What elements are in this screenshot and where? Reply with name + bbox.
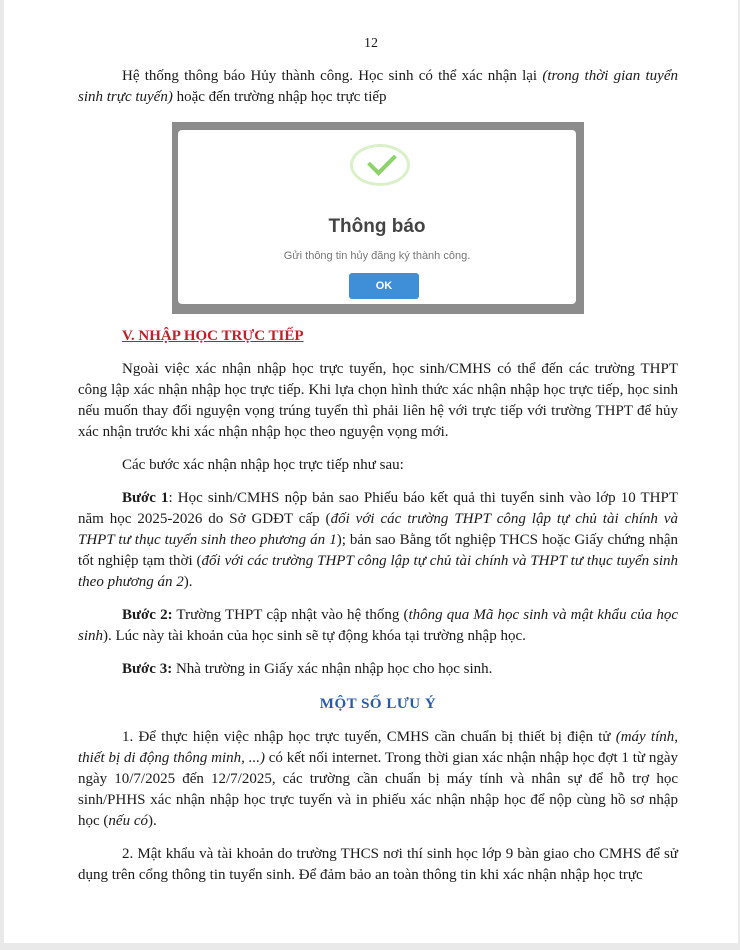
note-1: 1. Để thực hiện việc nhập học trực tuyến, CMHS cần chuẩn bị thiết bị điện tử (máy tính, thiết bị di động thông minh, ...) có kết nối internet. Trong thời gian xác nhận nhập học đợt 1 từ ngày ngày 10/7/2025 đến 12/7/2025, các trường cần chuẩn bị máy tính và nhân sự để hỗ trợ học sinh/PHHS xác nhận nhập học trực tuyến và in phiếu xác nhận nhập học để nộp cùng hồ sơ nhập học (nếu có). [78, 729, 678, 829]
section-heading: V. NHẬP HỌC TRỰC TIẾP [122, 328, 304, 344]
intro-paragraph: Hệ thống thông báo Hủy thành công. Học sinh có thể xác nhận lại (trong thời gian tuyển sinh trực tuyến) hoặc đến trường nhập học trực tiếp [78, 68, 678, 105]
step-2: Bước 2: Trường THPT cập nhật vào hệ thống (thông qua Mã học sinh và mật khẩu của học sinh). Lúc này tài khoản của học sinh sẽ tự động khóa tại trường nhập học. [78, 607, 679, 644]
section-paragraph: Ngoài việc xác nhận nhập học trực tuyến, học sinh/CMHS có thể đến các trường THPT công lập xác nhận nhập học trực tiếp. Khi lựa chọn hình thức xác nhận nhập học trực tiếp, học sinh nếu muốn thay đổi nguyện vọng trúng tuyển thì phải liên hệ với trực tiếp với trường THPT để hủy xác nhận trước khi xác nhận nhập học theo nguyện vọng mới. [78, 361, 678, 440]
step-1: Bước 1: Học sinh/CMHS nộp bản sao Phiếu báo kết quả thi tuyển sinh vào lớp 10 THPT năm học 2025-2026 do Sở GDĐT cấp (đối với các trường THPT công lập tự chủ tài chính và THPT tư thục tuyển sinh theo phương án 1); bản sao Bằng tốt nghiệp THCS hoặc Giấy chứng nhận tốt nghiệp tạm thời (đối với các trường THPT công lập tự chủ tài chính và THPT tư thục tuyển sinh theo phương án 2). [78, 490, 678, 590]
note-2: 2. Mật khẩu và tài khoản do trường THCS nơi thí sinh học lớp 9 bàn giao cho CMHS để sử dụng trên cổng thông tin tuyển sinh. Để đảm bảo an toàn thông tin khi xác nhận nhập học trực [78, 846, 678, 883]
step-3: Bước 3: Nhà trường in Giấy xác nhận nhập học cho học sinh. [122, 661, 493, 677]
dialog-message: Gửi thông tin hủy đăng ký thành công. [283, 250, 471, 262]
document-page [4, 0, 738, 943]
success-dialog [178, 130, 576, 304]
dialog-title: Thông báo [328, 216, 426, 237]
steps-intro: Các bước xác nhận nhập học trực tiếp như sau: [122, 457, 404, 473]
dialog-screenshot [172, 122, 584, 314]
check-icon [350, 144, 410, 186]
ok-button[interactable]: OK [349, 273, 419, 299]
notes-heading: MỘT SỐ LƯU Ý [319, 696, 437, 712]
page-content [78, 66, 678, 886]
page-number: 12 [364, 36, 378, 51]
